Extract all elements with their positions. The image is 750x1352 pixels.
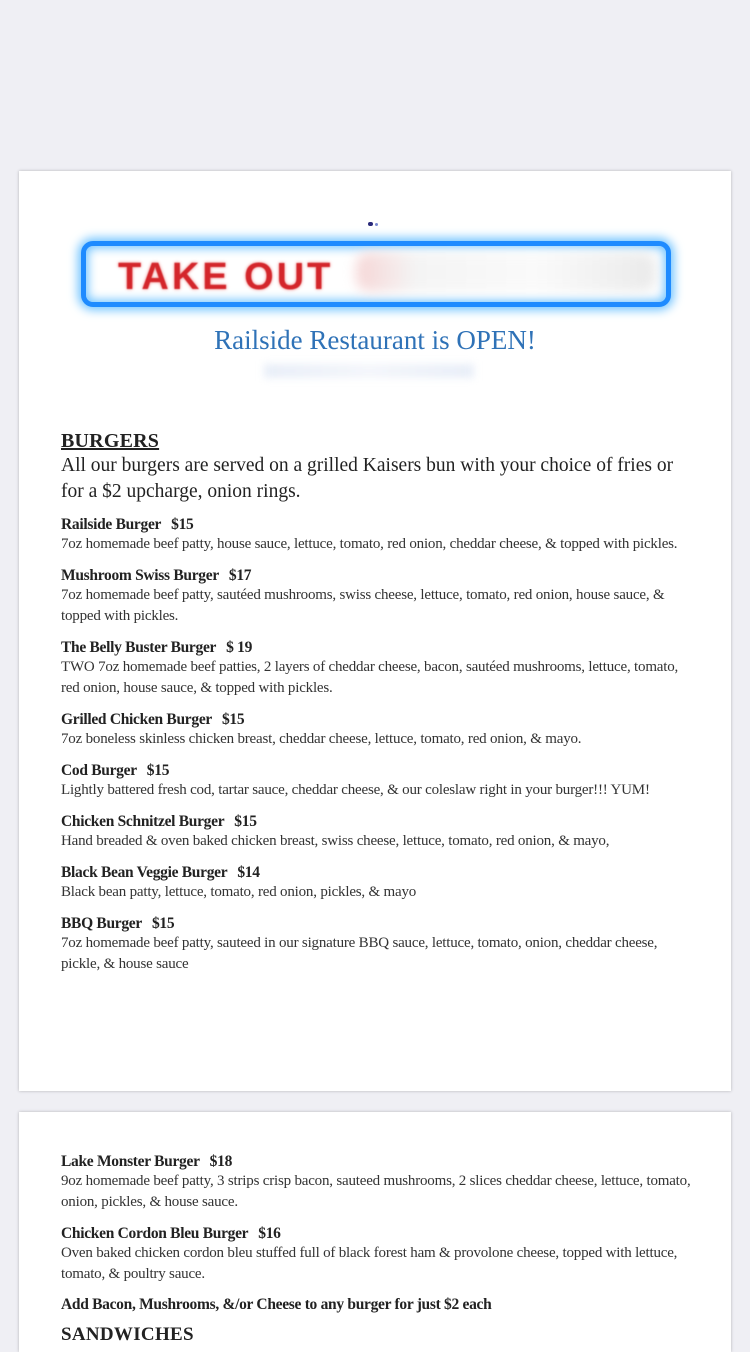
menu-item-name: Cod Burger <box>61 762 137 779</box>
menu-item-name: Railside Burger <box>61 516 162 533</box>
menu-item-name: Lake Monster Burger <box>61 1153 200 1170</box>
menu-item-price: $16 <box>258 1225 281 1242</box>
menu-item-price: $15 <box>151 915 175 932</box>
menu-item-description: Black bean patty, lettuce, tomato, red onion, pickles, & mayo <box>61 884 417 900</box>
burger-items <box>61 515 699 975</box>
menu-item-heading <box>61 566 699 585</box>
menu-item-description: Lightly battered fresh cod, tartar sauce, cheddar cheese, & our coleslaw right in your burger!!! YUM! <box>61 782 650 798</box>
burgers-continued <box>61 1152 699 1346</box>
menu-item-description: 7oz homemade beef patty, sautéed mushrooms, swiss cheese, lettuce, tomato, red onion, house sauce, & topped with pickles. <box>61 587 665 624</box>
menu-item-name: BBQ Burger <box>61 915 142 932</box>
menu-item <box>61 1152 699 1213</box>
menu-item-heading <box>61 1224 699 1243</box>
burger-items <box>61 1152 699 1285</box>
menu-item <box>61 638 699 699</box>
banner-text: TAKE OUT <box>118 256 334 298</box>
menu-item-price: $18 <box>209 1153 233 1170</box>
menu-item <box>61 566 699 627</box>
menu-item-name: Black Bean Veggie Burger <box>61 864 228 881</box>
menu-item-price: $14 <box>237 864 260 881</box>
menu-item-name: Mushroom Swiss Burger <box>61 567 219 584</box>
menu-item-price: $ 19 <box>226 639 253 656</box>
menu-item-name: Chicken Cordon Bleu Burger <box>61 1225 249 1242</box>
menu-item-description: TWO 7oz homemade beef patties, 2 layers of cheddar cheese, bacon, sautéed mushrooms, lettuce, tomato, red onion, house sauce, & topped with pickles. <box>61 659 679 696</box>
menu-item-heading <box>61 761 699 780</box>
menu-item-description: 7oz homemade beef patty, house sauce, lettuce, tomato, red onion, cheddar cheese, & topped with pickles. <box>61 536 678 552</box>
menu-item-heading <box>61 638 699 657</box>
menu-item <box>61 914 699 975</box>
menu-item-description: 7oz homemade beef patty, sauteed in our signature BBQ sauce, lettuce, tomato, onion, cheddar cheese, pickle, & house sauce <box>61 935 658 972</box>
menu-item <box>61 710 699 750</box>
menu-item-description: 9oz homemade beef patty, 3 strips crisp bacon, sauteed mushrooms, 2 slices cheddar cheese, lettuce, tomato, onion, pickles, & house sauce. <box>61 1173 691 1210</box>
decorative-dot <box>375 223 378 226</box>
menu-item-heading <box>61 1152 699 1171</box>
section-title: SANDWICHES <box>61 1324 194 1345</box>
menu-item <box>61 1224 699 1285</box>
menu-item-name: Chicken Schnitzel Burger <box>61 813 225 830</box>
open-announcement: Railside Restaurant is OPEN! <box>214 325 536 355</box>
menu-item-price: $15 <box>234 813 257 830</box>
menu-item <box>61 515 699 555</box>
menu-item-heading <box>61 863 699 882</box>
faded-subtitle <box>264 364 474 378</box>
menu-item-name: The Belly Buster Burger <box>61 639 217 656</box>
menu-item-description: 7oz boneless skinless chicken breast, cheddar cheese, lettuce, tomato, red onion, & mayo. <box>61 731 582 747</box>
decorative-dot <box>368 222 373 226</box>
menu-item-heading <box>61 812 699 831</box>
menu-item-heading <box>61 710 699 729</box>
menu-item-price: $15 <box>221 711 245 728</box>
menu-item <box>61 761 699 801</box>
addon-note: Add Bacon, Mushrooms, &/or Cheese to any burger for just $2 each <box>61 1296 492 1313</box>
banner-blurred-area <box>356 252 656 292</box>
section-title: BURGERS <box>61 430 160 452</box>
burgers-section <box>61 429 699 975</box>
menu-item <box>61 863 699 903</box>
menu-item-heading <box>61 914 699 933</box>
takeout-neon-banner <box>81 241 671 307</box>
menu-item-price: $17 <box>228 567 252 584</box>
menu-item-price: $15 <box>171 516 194 533</box>
menu-item <box>61 812 699 852</box>
menu-page-2 <box>19 1112 731 1352</box>
menu-item-description: Hand breaded & oven baked chicken breast, swiss cheese, lettuce, tomato, red onion, & mayo, <box>61 833 610 849</box>
menu-item-name: Grilled Chicken Burger <box>61 711 212 728</box>
menu-page-1 <box>19 171 731 1091</box>
menu-item-price: $15 <box>146 762 170 779</box>
menu-item-heading <box>61 515 699 534</box>
section-intro: All our burgers are served on a grilled Kaisers bun with your choice of fries or for a $2 upcharge, onion rings. <box>61 455 674 502</box>
menu-item-description: Oven baked chicken cordon bleu stuffed full of black forest ham & provolone cheese, topped with lettuce, tomato, & poultry sauce. <box>61 1245 678 1282</box>
